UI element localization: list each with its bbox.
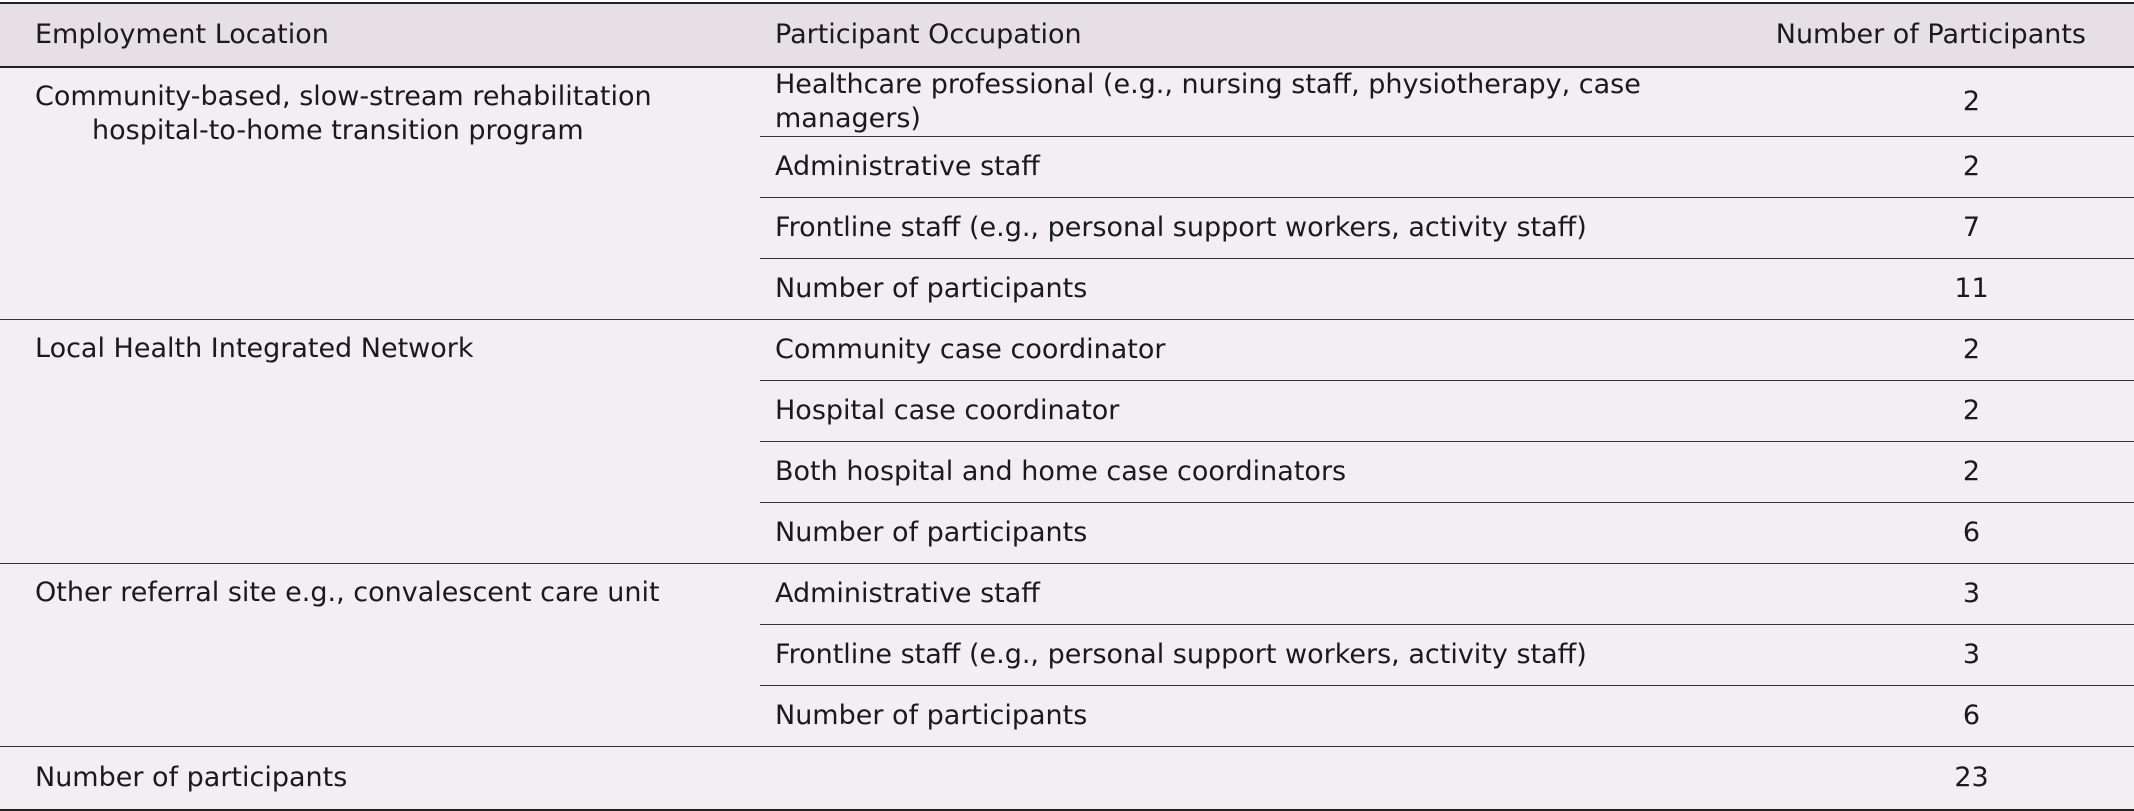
location-cell-lhin: [0, 320, 760, 564]
count-cell: 2: [1720, 137, 2134, 198]
location-cell-community-rehab: [0, 67, 760, 320]
header-participant-occupation: Participant Occupation: [760, 3, 1720, 67]
occupation-cell: Frontline staff (e.g., personal support workers, activity staff): [760, 198, 1720, 259]
table-body: [0, 67, 2134, 810]
subtotal-count: 11: [1720, 259, 2134, 320]
count-cell: 2: [1720, 320, 2134, 381]
grand-total-count: 23: [1720, 747, 2134, 811]
location-cell-other-referral: [0, 564, 760, 747]
occupation-cell: Frontline staff (e.g., personal support workers, activity staff): [760, 625, 1720, 686]
grand-total-label: Number of participants: [0, 747, 760, 811]
table-row: [0, 67, 2134, 137]
grand-total-empty-cell: [760, 747, 1720, 811]
occupation-cell: Community case coordinator: [760, 320, 1720, 381]
participants-table: [0, 2, 2134, 811]
subtotal-label: Number of participants: [760, 686, 1720, 747]
subtotal-count: 6: [1720, 503, 2134, 564]
count-cell: 2: [1720, 381, 2134, 442]
participants-table-container: [0, 2, 2134, 811]
occupation-cell: Administrative staff: [760, 137, 1720, 198]
location-label: Local Health Integrated Network: [35, 333, 474, 364]
subtotal-label: Number of participants: [760, 503, 1720, 564]
table-row: [0, 564, 2134, 625]
subtotal-label: Number of participants: [760, 259, 1720, 320]
count-cell: 2: [1720, 442, 2134, 503]
subtotal-count: 6: [1720, 686, 2134, 747]
count-cell: 3: [1720, 625, 2134, 686]
occupation-cell: Both hospital and home case coordinators: [760, 442, 1720, 503]
header-employment-location: Employment Location: [0, 3, 760, 67]
location-label: Other referral site e.g., convalescent care unit: [35, 577, 660, 608]
count-cell: 7: [1720, 198, 2134, 259]
count-cell: 2: [1720, 67, 2134, 137]
location-label: Community-based, slow-stream rehabilitation hospital-to-home transition program: [35, 81, 652, 146]
table-row: [0, 320, 2134, 381]
occupation-cell: Administrative staff: [760, 564, 1720, 625]
count-cell: 3: [1720, 564, 2134, 625]
occupation-cell: Hospital case coordinator: [760, 381, 1720, 442]
grand-total-row: [0, 747, 2134, 811]
occupation-cell: Healthcare professional (e.g., nursing staff, physiotherapy, case managers): [760, 67, 1720, 137]
header-number-of-participants: Number of Participants: [1720, 3, 2134, 67]
header-row: [0, 3, 2134, 67]
table-header: [0, 3, 2134, 67]
